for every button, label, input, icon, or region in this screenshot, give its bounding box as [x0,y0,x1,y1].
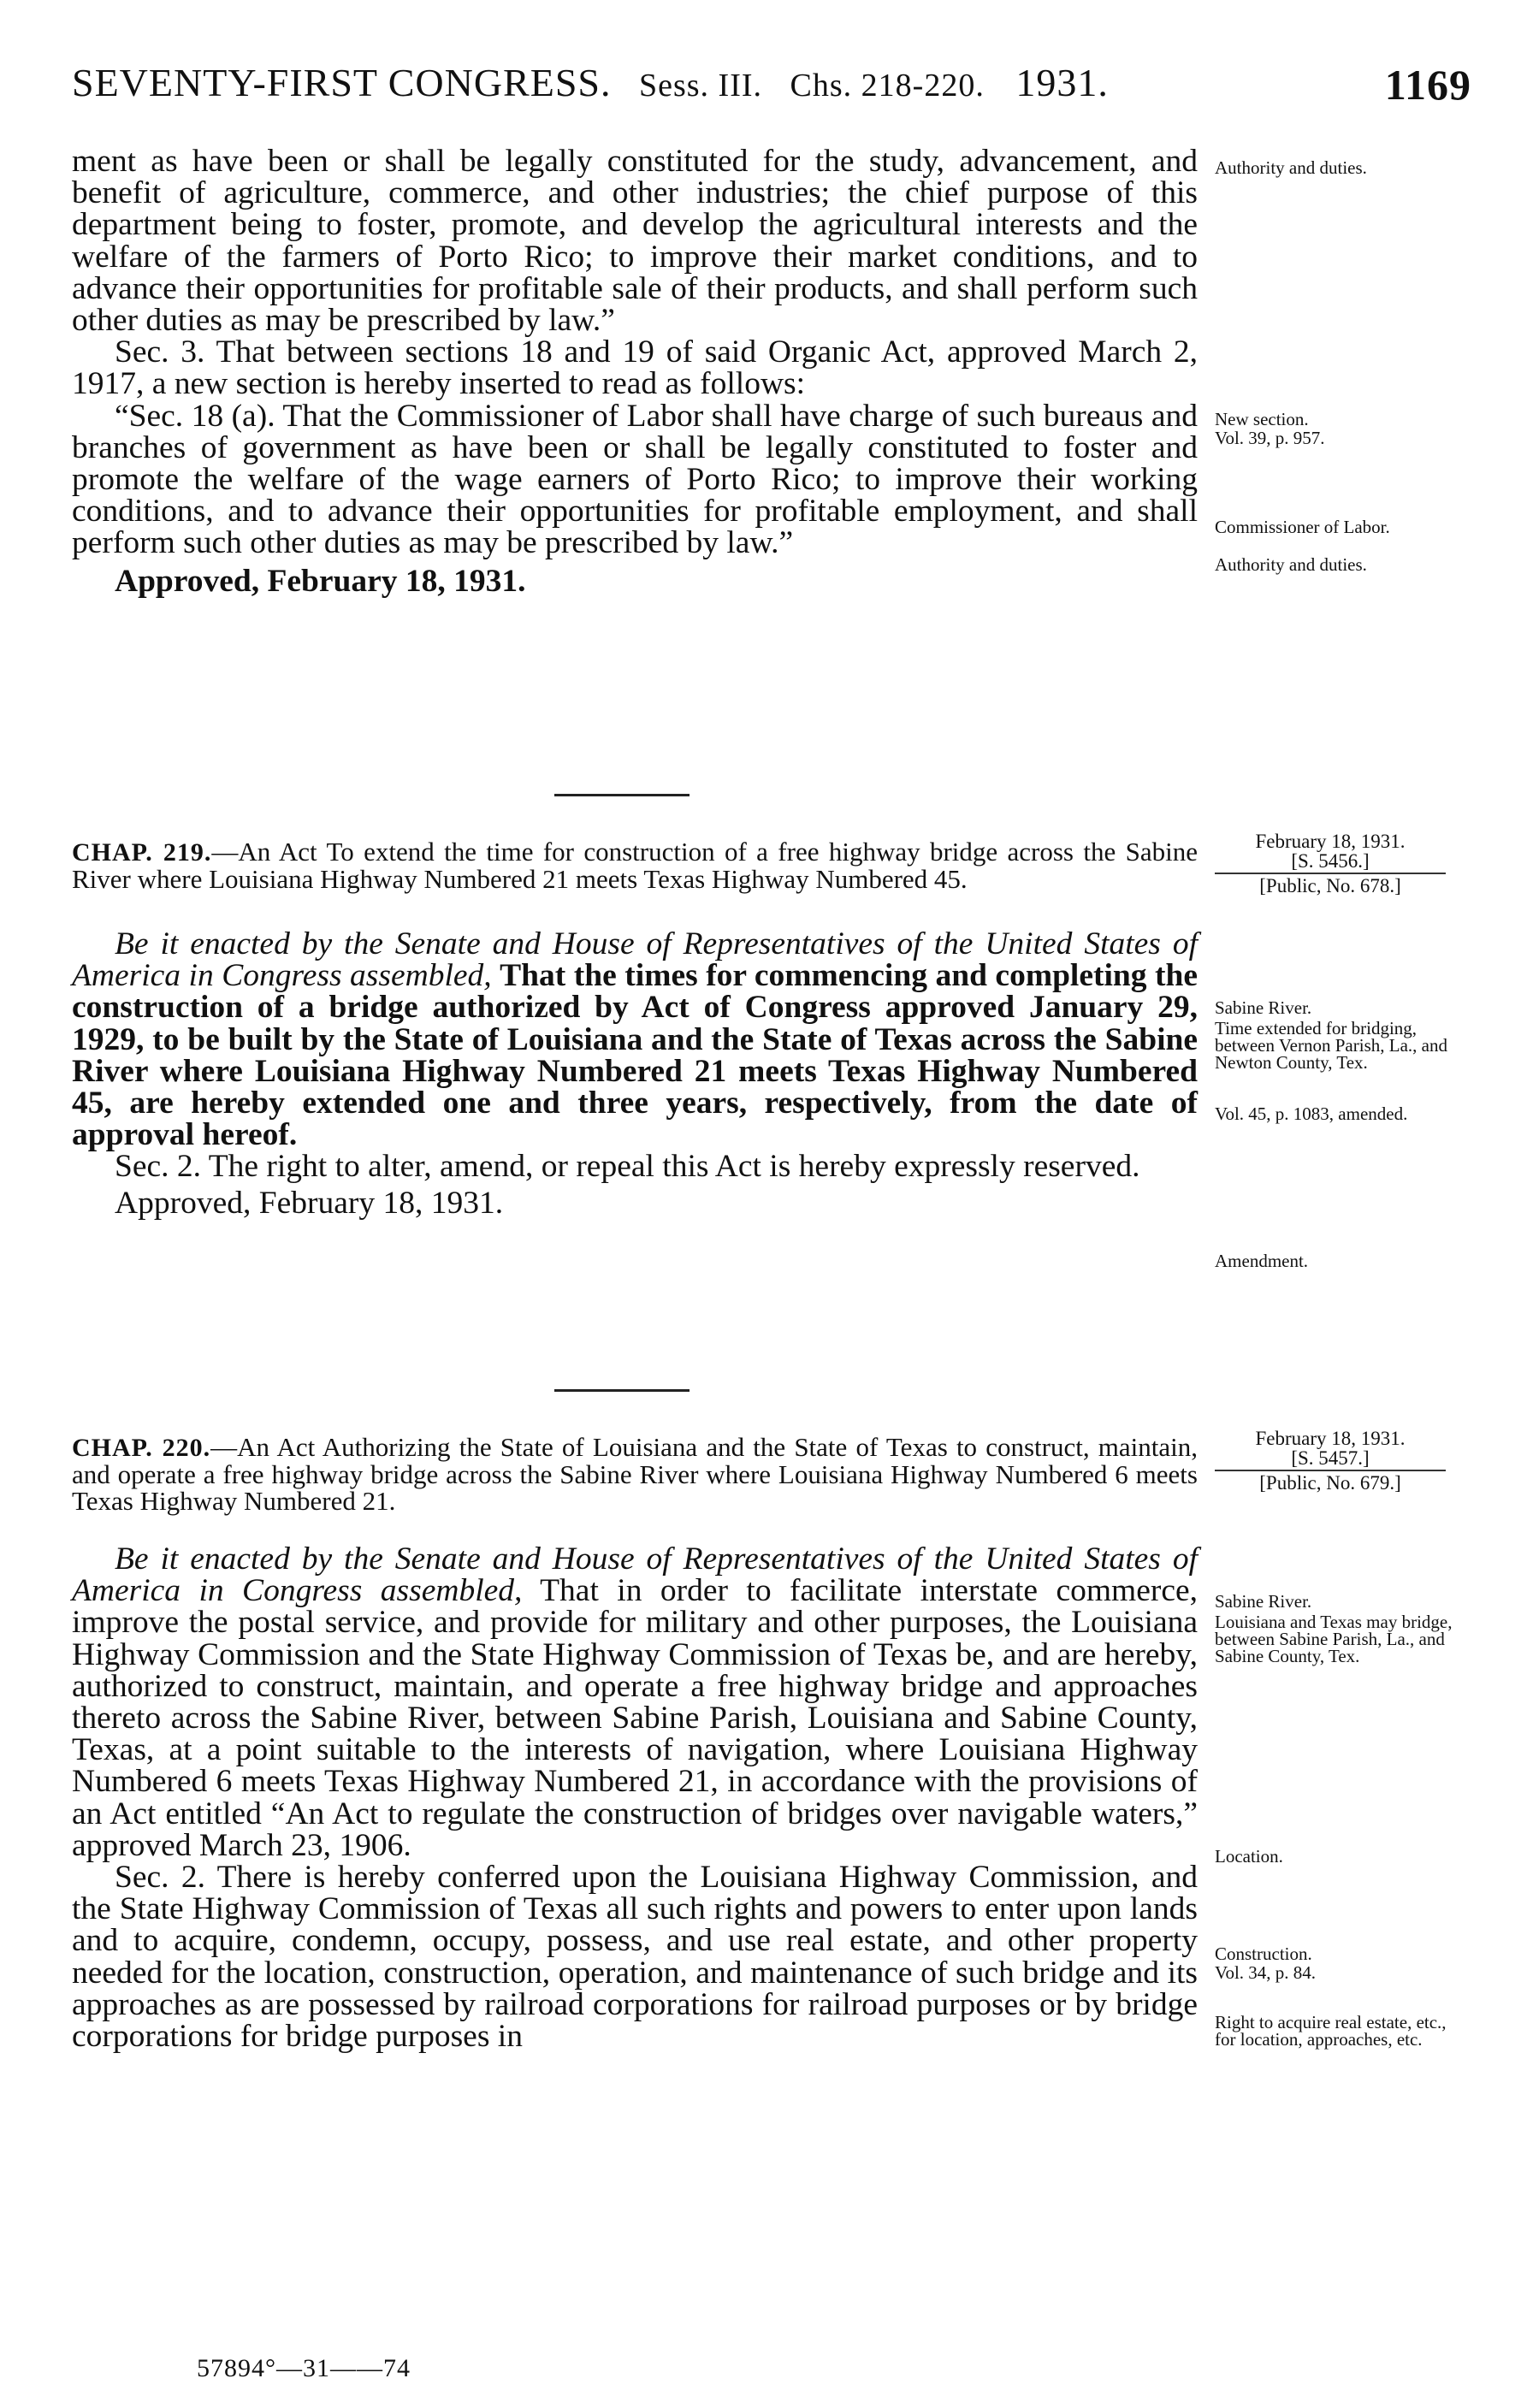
approved-line-1: Approved, February 18, 1931. [115,563,526,599]
margin-note-new-section: New section. [1215,409,1309,429]
chapter-219-bill: [S. 5456.] [1291,850,1370,872]
chapter-219-label: CHAP. 219. [72,838,212,867]
section-18a-paragraph: “Sec. 18 (a). That the Commissioner of Labor shall have charge of such bureaus and branches of government as have been or shall be legally constituted to foster and promote the welfare of the wage earners of Porto Rico; to improve their working conditions, and to advance their opportunities for profitable employment, and shall perform such other duties as may be prescribed by law.” [72,398,1198,561]
chapter-220-public-law: [Public, No. 679.] [1259,1472,1401,1494]
chapter-219-title [72,838,1198,892]
date-rule-220 [1215,1470,1446,1471]
chapter-219-main-text: That the times for commencing and completing the construction of a bridge authorized by Act of Congress approved January 29, 1929, to be built by the State of Louisiana and the State of Texas across the Sabine River where Louisiana Highway Numbered 21 meets Texas Highway Numbered 45, are hereby extended one and three years, respectively, from the date of approval hereof. [72,958,1199,1153]
margin-note-sabine-220: Sabine River. [1215,1591,1312,1612]
margin-note-louisiana-texas: Louisiana and Texas may bridge, between Sabine Parish, La., and Sabine County, Tex. [1215,1612,1453,1666]
chapter-220-main-text: That in order to facilitate interstate commerce, improve the postal service, and provide for military and other purposes, the Louisiana Highway Commission and the State Highway Commission of Texas be, and are hereby, authorized to construct, maintain, and operate a free highway bridge and approaches thereto across the Sabine River, between Sabine Parish, Louisiana and Sabine County, Texas, at a point suitable to the interests of navigation, where Louisiana Highway Numbered 6 meets Texas Highway Numbered 21, in accordance with the provisions of an Act entitled “An Act to regulate the construction of bridges over navigable waters,” approved March 23, 1906. [72,1573,1198,1863]
section-divider-2 [554,1389,690,1392]
date-rule-219 [1215,873,1446,874]
margin-note-location: Location. [1215,1846,1283,1867]
section-divider-1 [554,794,690,796]
chapter-219-date: February 18, 1931. [1255,831,1406,852]
margin-note-amendment: Amendment. [1215,1251,1309,1271]
chapter-220-label: CHAP. 220. [72,1434,211,1462]
continuation-section [72,145,1198,599]
chapter-219-sec2: Sec. 2. The right to alter, amend, or repeal this Act is hereby expressly reserved. [115,1149,1140,1185]
chapter-220-description: —An Act Authorizing the State of Louisiana and the State of Texas to construct, maintain, and operate a free highway bridge across the Sabine River where Louisiana Highway Numbered 6 meets Texas Highway Numbered 21. [72,1432,1198,1516]
margin-note-vol-34: Vol. 34, p. 84. [1215,1962,1317,1983]
chapters-label: Chs. 218-220. [790,68,985,104]
running-header [72,60,1471,128]
margin-note-commissioner: Commissioner of Labor. [1215,517,1390,537]
chapter-220-title [72,1434,1198,1514]
margin-note-authority: Authority and duties. [1215,157,1367,178]
chapter-220-sec2: Sec. 2. There is hereby conferred upon the Louisiana Highway Commission, and the State Highway Commission of Texas all such rights and powers to enter upon lands and to acquire, condemn, occupy, possess, and use real estate, and other property needed for the location, construction, operation, and maintenance of such bridge and its approaches as are possessed by railroad corporations for railroad purposes or by bridge corporations for bridge purposes in [72,1860,1198,2055]
chapter-219-body [72,928,1198,1151]
margin-note-authority-2: Authority and duties. [1215,554,1367,575]
continuation-paragraph: ment as have been or shall be legally constituted for the study, advancement, and benefit of agriculture, commerce, and other industries; the chief purpose of this department being to foster, promote, and develop the agricultural interests and the welfare of the farmers of Porto Rico; to improve their market conditions, and to advance their opportunities for profitable sale of their products, and shall perform such other duties as may be prescribed by law.” [72,144,1198,339]
section-3-paragraph: Sec. 3. That between sections 18 and 19 of said Organic Act, approved March 2, 1917, a new section is hereby inserted to read as follows: [72,334,1198,402]
chapter-220-date-block [1215,1429,1446,1493]
header-title [72,60,1109,105]
chapter-219 [72,838,1198,1221]
margin-note-time-extended: Time extended for bridging, between Vernon Parish, La., and Newton County, Tex. [1215,1018,1447,1073]
margin-note-sabine-219: Sabine River. [1215,997,1312,1018]
session-label: Sess. III. [638,68,763,104]
margin-note-vol-39: Vol. 39, p. 957. [1215,428,1325,448]
approved-line-2: Approved, February 18, 1931. [115,1185,504,1221]
chapter-220 [72,1432,1198,2055]
chapter-219-date-block [1215,831,1446,896]
congress-label: SEVENTY-FIRST CONGRESS. [72,61,612,104]
page-number: 1169 [1384,61,1471,109]
printer-signature: 57894°—31——74 [197,2354,411,2382]
enacting-clause-220: Be it enacted by the Senate and House of Representatives of the United States of America in Congress assembled, [72,1541,1198,1609]
chapter-219-description: —An Act To extend the time for construction of a free highway bridge across the Sabine River where Louisiana Highway Numbered 21 meets Texas Highway Numbered 45. [72,837,1198,894]
margin-note-right-to-acquire: Right to acquire real estate, etc., for location, approaches, etc. [1215,2012,1447,2050]
chapter-220-body [72,1543,1198,1861]
margin-note-vol-45: Vol. 45, p. 1083, amended. [1215,1103,1408,1124]
chapter-219-public-law: [Public, No. 678.] [1259,875,1401,896]
margin-note-construction: Construction. [1215,1944,1312,1964]
chapter-220-bill: [S. 5457.] [1291,1447,1370,1469]
chapter-220-date: February 18, 1931. [1255,1428,1406,1449]
year-label: 1931. [1015,61,1109,104]
enacting-clause-219: Be it enacted by the Senate and House of Representatives of the United States of America in Congress assembled, [72,926,1198,994]
